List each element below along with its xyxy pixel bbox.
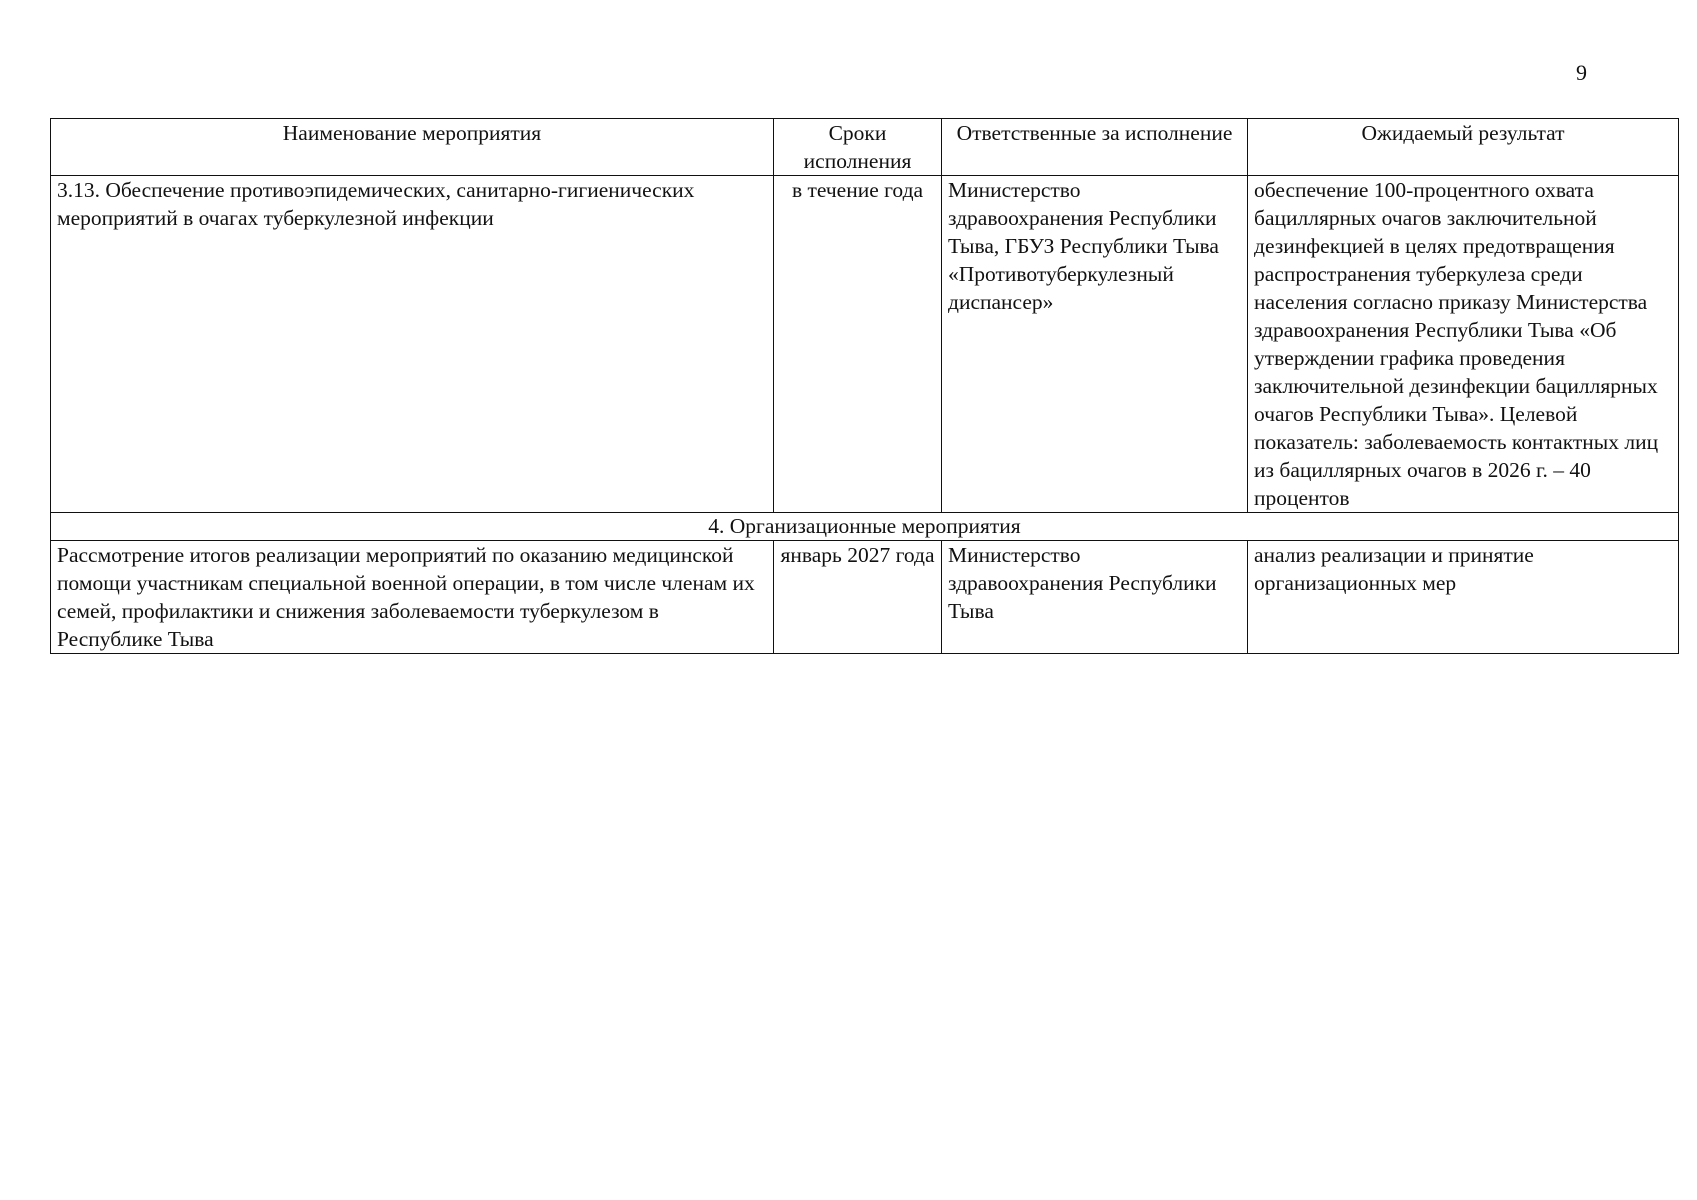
section-title: 4. Организационные мероприятия — [51, 513, 1679, 541]
cell-result: обеспечение 100-процентного охвата бациллярных очагов заключительной дезинфекцией в целях предотвращения распространения туберкулеза среди населения согласно приказу Министерства здравоохранения Республики Тыва «Об утверждении графика проведения заключительной дезинфекции бациллярных очагов Республики Тыва». Целевой показатель: заболеваемость контактных лиц из бациллярных очагов в 2026 г. – 40 процентов — [1248, 176, 1679, 513]
header-deadline: Сроки исполнения — [774, 119, 942, 176]
table-row — [51, 176, 1679, 513]
cell-deadline: январь 2027 года — [774, 541, 942, 654]
cell-responsible: Министерство здравоохранения Республики Тыва, ГБУЗ Республики Тыва «Противотуберкулезный диспансер» — [942, 176, 1248, 513]
table-header-row — [51, 119, 1679, 176]
table-row — [51, 541, 1679, 654]
cell-activity: 3.13. Обеспечение противоэпидемических, санитарно-гигиенических мероприятий в очагах туберкулезной инфекции — [51, 176, 774, 513]
header-responsible: Ответственные за исполнение — [942, 119, 1248, 176]
section-header-row — [51, 513, 1679, 541]
header-result: Ожидаемый результат — [1248, 119, 1679, 176]
cell-deadline: в течение года — [774, 176, 942, 513]
page-number: 9 — [1576, 60, 1587, 85]
header-activity: Наименование мероприятия — [51, 119, 774, 176]
cell-activity: Рассмотрение итогов реализации мероприятий по оказанию медицинской помощи участникам специальной военной операции, в том числе членам их семей, профилактики и снижения заболеваемости туберкулезом в Республике Тыва — [51, 541, 774, 654]
cell-responsible: Министерство здравоохранения Республики Тыва — [942, 541, 1248, 654]
activities-table — [50, 118, 1679, 654]
cell-result: анализ реализации и принятие организационных мер — [1248, 541, 1679, 654]
